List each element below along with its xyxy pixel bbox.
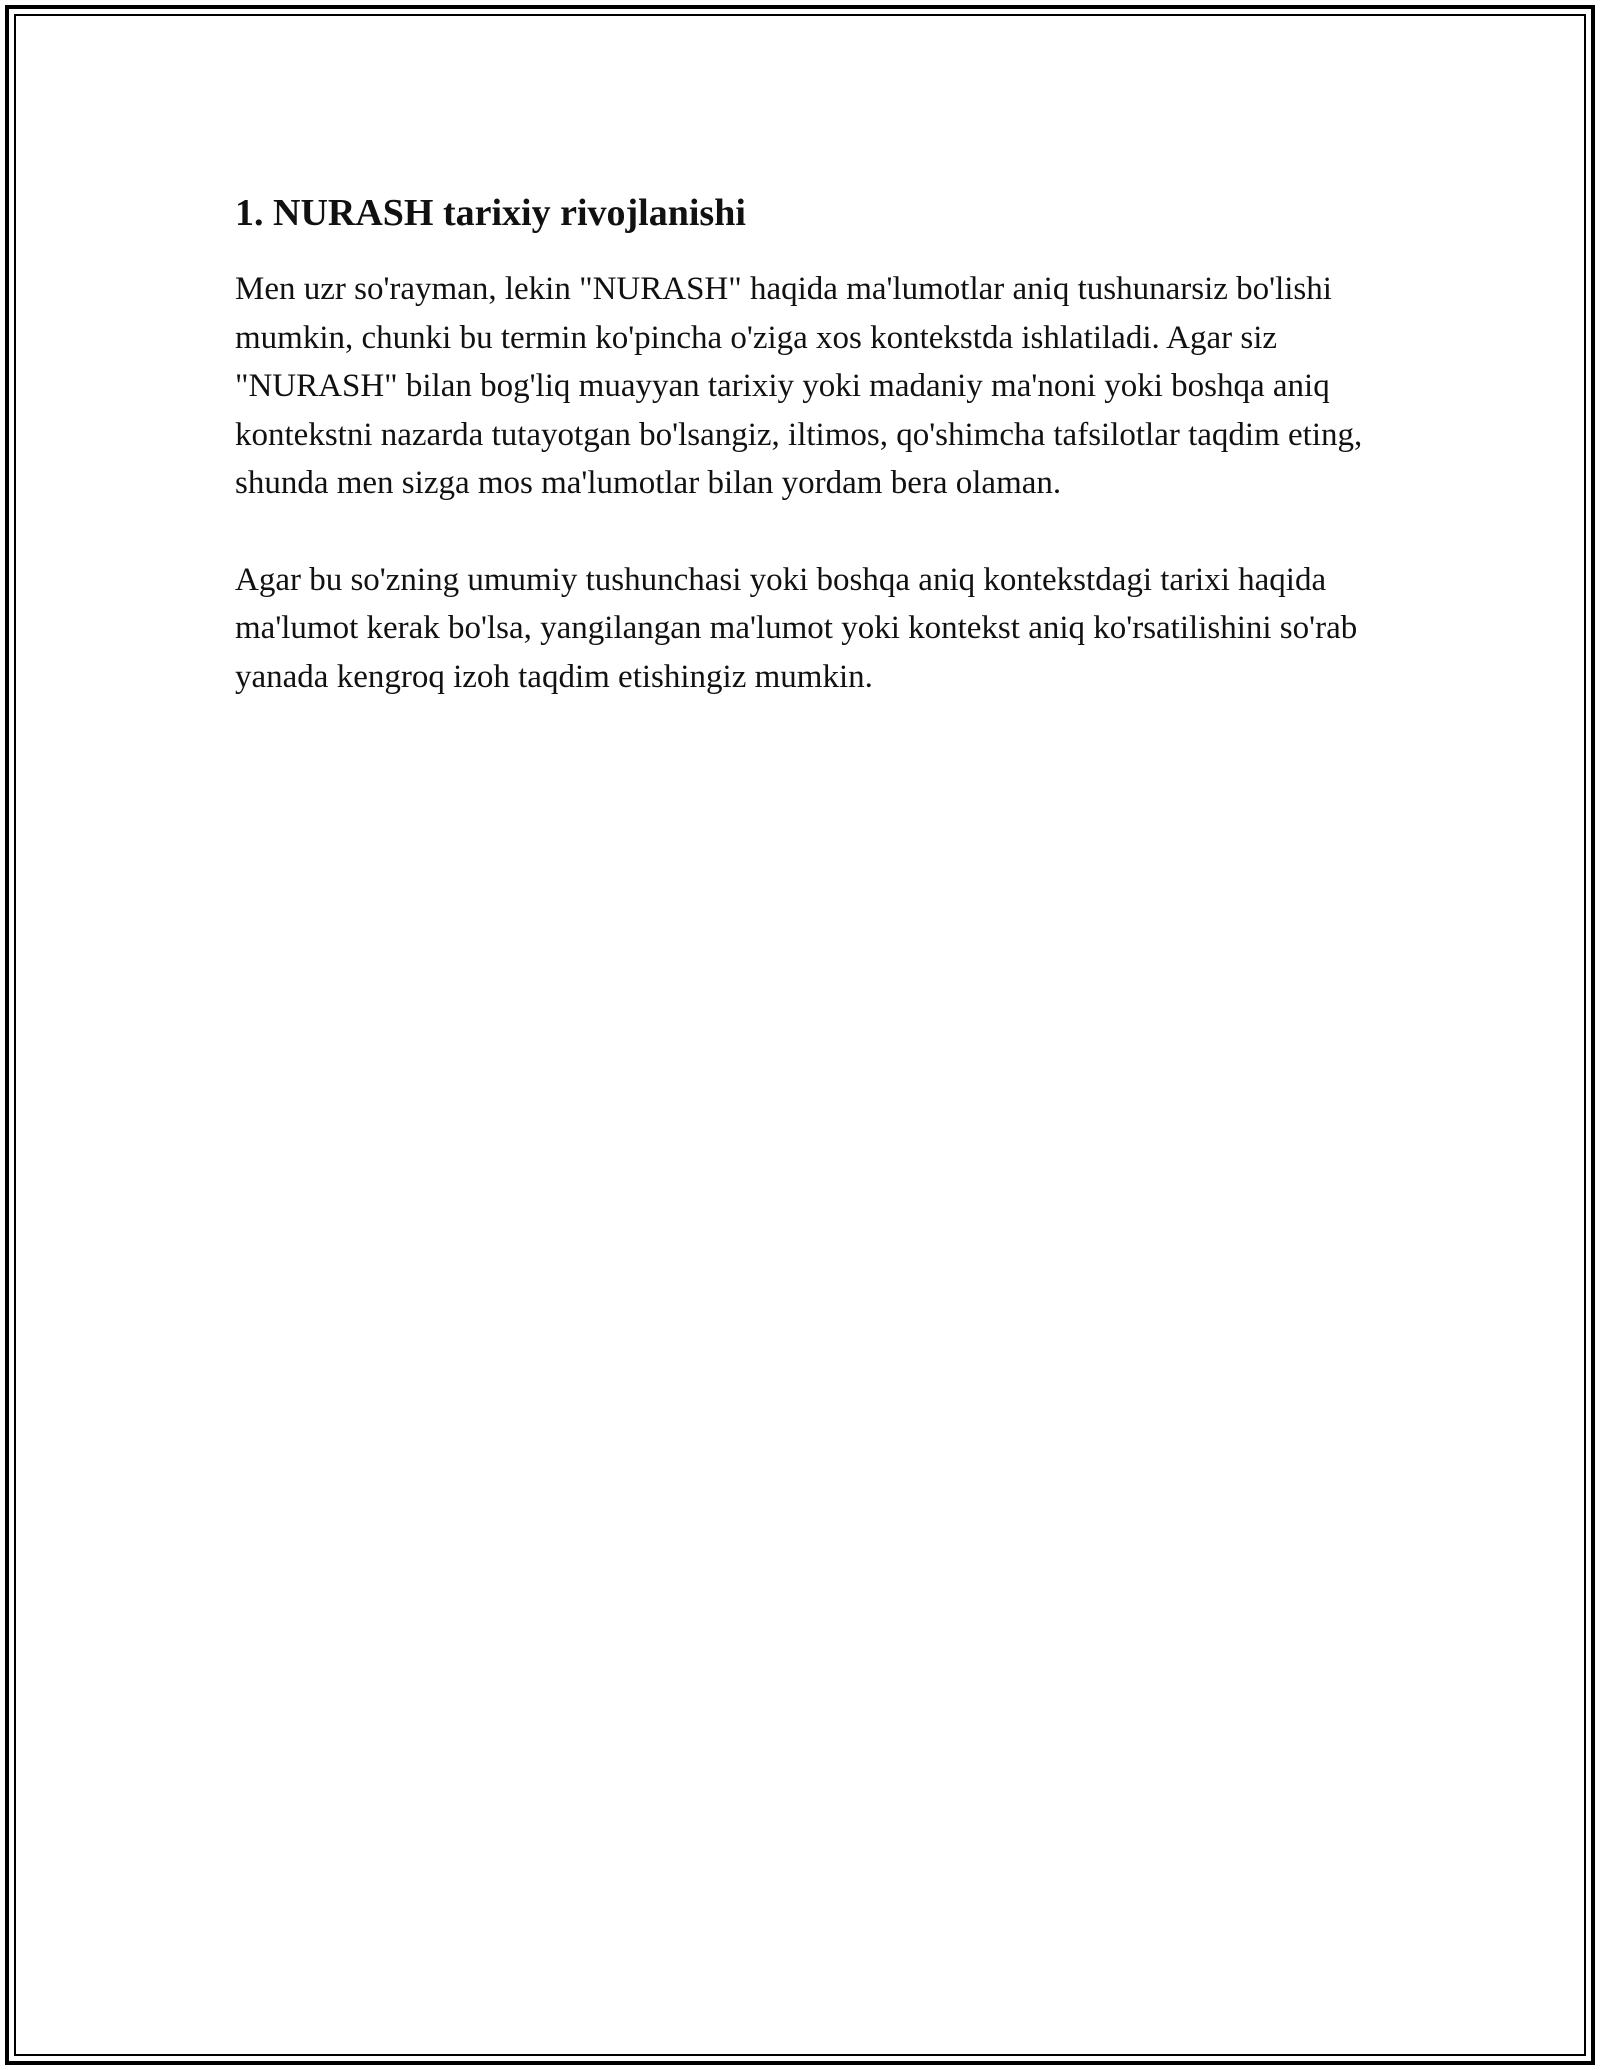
paragraph-2: Agar bu so'zning umumiy tushunchasi yoki boshqa aniq kontekstdagi tarixi haqida ma'lumot kerak bo'lsa, yangilangan ma'lumot yoki kontekst aniq ko'rsatilishini so'rab yanada kengroq izoh taqdim etishingiz mumkin. bbox=[235, 561, 1358, 695]
paragraph-1: Men uzr so'rayman, lekin "NURASH" haqida ma'lumotlar aniq tushunarsiz bo'lishi mumkin, chunki bu termin ko'pincha o'ziga xos kontekstda ishlatiladi. Agar siz "NURASH" bilan bog'liq muayyan tarixiy yoki madaniy ma'noni yoki boshqa aniq kontekstni nazarda tutayotgan bo'lsangiz, iltimos, qo'shimcha tafsilotlar taqdim eting, shunda men sizga mos ma'lumotlar bilan yordam bera olaman. bbox=[235, 271, 1363, 501]
section-heading: 1. NURASH tarixiy rivojlanishi bbox=[235, 192, 746, 234]
document-body bbox=[235, 185, 1385, 701]
